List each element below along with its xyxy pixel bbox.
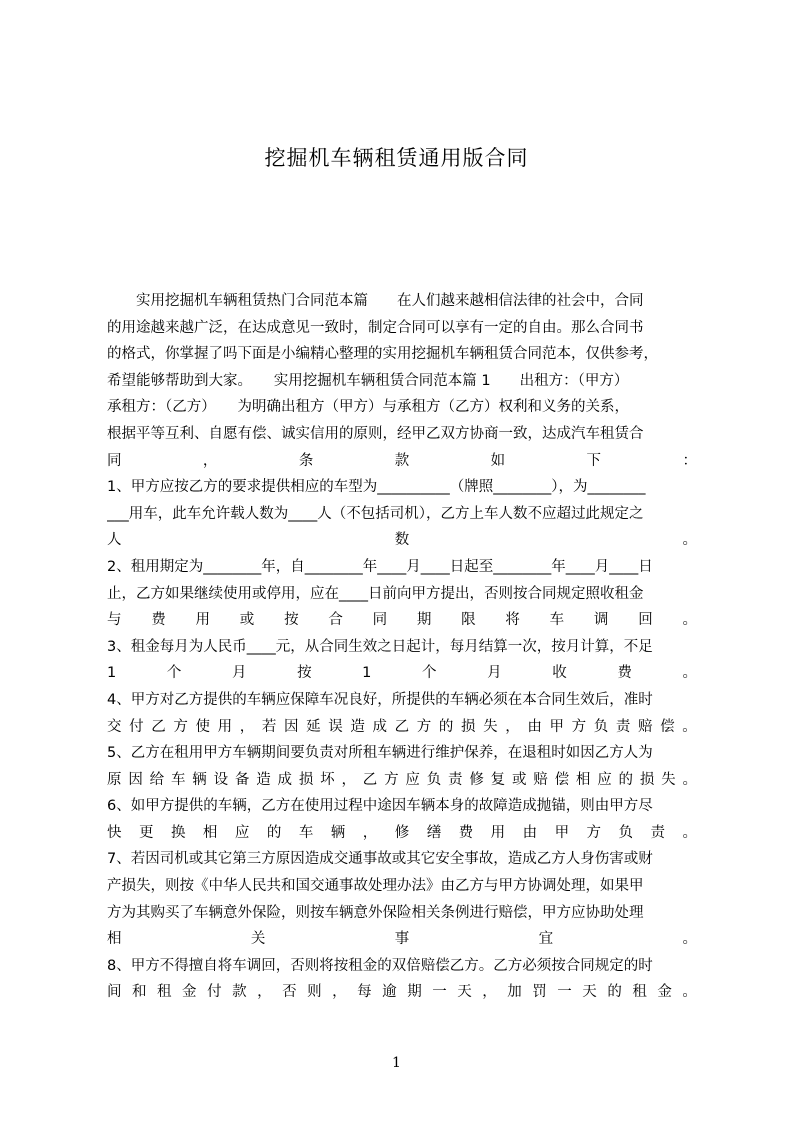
body-char: 和 xyxy=(132,984,147,1001)
body-char: 合 xyxy=(328,612,343,629)
body-char: 车 xyxy=(170,771,186,788)
body-char: 修 xyxy=(394,824,410,841)
body-char: 延 xyxy=(306,718,321,735)
body-char: 租 xyxy=(632,984,647,1001)
body-char: 失 xyxy=(483,718,498,735)
body-char: ： xyxy=(682,452,697,469)
body-char: 造 xyxy=(256,771,271,788)
body-char: 下 xyxy=(586,452,602,469)
body-char: 负 xyxy=(618,824,633,841)
body-char: 方 xyxy=(586,824,602,841)
body-char: 一 xyxy=(557,984,572,1001)
body-char: 事 xyxy=(394,931,410,948)
body-char: 否 xyxy=(282,984,297,1001)
body-char: 加 xyxy=(507,984,522,1001)
body-char: 负 xyxy=(426,771,442,788)
document-title: 挖掘机车辆租赁通用版合同 xyxy=(264,146,529,170)
body-char: 备 xyxy=(234,771,250,788)
body-char: 损 xyxy=(639,771,655,788)
body-char: 责 xyxy=(448,771,463,788)
body-char: 甲 xyxy=(554,824,570,841)
body-char: 。 xyxy=(682,771,697,788)
body-char: 。 xyxy=(682,824,697,841)
body-char: 或 xyxy=(511,771,527,788)
body-char: 乙 xyxy=(394,718,410,735)
body-char: 个 xyxy=(166,665,182,682)
body-char: 应 xyxy=(234,824,250,841)
body-char: 应 xyxy=(405,771,420,788)
body-line: 2、租用期定为________年，自________年____月____日起至________年____月____日 xyxy=(107,558,653,575)
body-char: 成 xyxy=(372,718,387,735)
body-char: 方 xyxy=(416,718,432,735)
body-char: 给 xyxy=(149,771,165,788)
body-char: 个 xyxy=(422,665,437,682)
body-char: 方 xyxy=(571,718,587,735)
body-char: 修 xyxy=(469,771,484,788)
body-char: ， xyxy=(202,452,218,469)
body-char: 成 xyxy=(277,771,292,788)
body-char: 乙 xyxy=(151,718,166,735)
body-char: ， xyxy=(257,984,272,1001)
body-char: 1 xyxy=(362,665,372,682)
body-char: 由 xyxy=(527,718,542,735)
body-char: 车 xyxy=(298,824,314,841)
body-char: 相 xyxy=(575,771,591,788)
body-char: 坏 xyxy=(320,771,335,788)
body-char: 同 xyxy=(107,452,122,469)
body-char: 方 xyxy=(384,771,399,788)
body-line xyxy=(107,820,697,847)
body-char: 费 xyxy=(151,612,166,629)
body-line: 产损失，则按《中华人民共和国交通事故处理办法》由乙方与甲方协调处理，如果甲 xyxy=(107,878,644,895)
body-char: 或 xyxy=(239,612,255,629)
document-body xyxy=(107,288,697,1006)
body-char: 的 xyxy=(618,771,633,788)
body-line: 8、甲方不得擅自将车调回，否则将按租金的双倍赔偿乙方。乙方必须按合同规定的时 xyxy=(107,957,653,974)
body-char: ， xyxy=(332,984,347,1001)
body-char: 期 xyxy=(407,984,422,1001)
body-line: 根据平等互利、自愿有偿、诚实信用的原则，经甲乙双方协商一致，达成汽车租赁合 xyxy=(107,425,644,442)
body-char: 人 xyxy=(107,532,122,549)
body-line xyxy=(107,767,697,794)
body-line xyxy=(107,607,697,634)
body-char: 缮 xyxy=(426,824,442,841)
body-char: 间 xyxy=(107,984,122,1001)
body-line: 承租方：（乙方） 为明确出租方（甲方）与承租方（乙方）权利和义务的关系， xyxy=(107,399,629,416)
body-char: 复 xyxy=(490,771,506,788)
body-line: 1、甲方应按乙方的要求提供相应的车型为__________（牌照________），为________ xyxy=(107,479,646,496)
body-char: 原 xyxy=(107,771,122,788)
body-char: 付 xyxy=(129,718,144,735)
body-char: 。 xyxy=(682,718,697,735)
body-char: 1 xyxy=(107,665,117,682)
body-char: 将 xyxy=(505,612,520,629)
body-char: 同 xyxy=(372,612,388,629)
body-char: 罚 xyxy=(532,984,547,1001)
body-char: 因 xyxy=(284,718,299,735)
body-line: 希望能够帮助到大家。 实用挖掘机车辆租赁合同范本篇 1 出租方：（甲方） xyxy=(107,372,629,389)
body-char: 期 xyxy=(416,612,432,629)
body-char: 损 xyxy=(461,718,476,735)
body-char: 付 xyxy=(207,984,222,1001)
body-char: 车 xyxy=(549,612,565,629)
body-char: 交 xyxy=(107,718,122,735)
body-char: 责 xyxy=(615,718,631,735)
body-char: 与 xyxy=(107,612,122,629)
body-char: 辆 xyxy=(192,771,207,788)
body-char: 负 xyxy=(593,718,609,735)
body-char: 宜 xyxy=(538,931,554,948)
body-line: 5、乙方在租用甲方车辆期间要负责对所租车辆进行维护保养，在退租时如因乙方人为 xyxy=(107,745,653,762)
body-char: 关 xyxy=(250,931,266,948)
body-char: 损 xyxy=(298,771,314,788)
body-char: 。 xyxy=(682,984,697,1001)
body-char: 相 xyxy=(107,931,122,948)
body-line: 的格式，你掌握了吗下面是小编精心整理的实用挖掘机车辆租赁合同范本，仅供参考， xyxy=(107,346,658,363)
body-line xyxy=(107,527,697,554)
body-char: 误 xyxy=(328,718,343,735)
body-char: 。 xyxy=(682,612,697,629)
body-char: 按 xyxy=(284,612,299,629)
body-char: 乙 xyxy=(362,771,378,788)
body-char: 甲 xyxy=(549,718,564,735)
body-char: 偿 xyxy=(660,718,675,735)
body-char: 责 xyxy=(650,824,665,841)
body-char: 方 xyxy=(173,718,188,735)
body-char: 换 xyxy=(170,824,186,841)
body-char: 费 xyxy=(617,665,632,682)
body-char: 偿 xyxy=(554,771,570,788)
body-line: 止，乙方如果继续使用或停用，应在____日前向甲方提出，否则按合同规定照收租金 xyxy=(107,585,644,602)
body-line: 6、如甲方提供的车辆，乙方在使用过程中途因车辆本身的故障造成抛锚，则由甲方尽 xyxy=(107,798,653,815)
body-char: 金 xyxy=(182,984,197,1001)
body-line: 的用途越来越广泛，在达成意见一致时，制定合同可以享有一定的自由。那么合同书 xyxy=(107,319,644,336)
body-char: 金 xyxy=(657,984,672,1001)
body-char: 月 xyxy=(231,665,247,682)
body-char: 造 xyxy=(350,718,365,735)
body-char: 天 xyxy=(582,984,597,1001)
body-char: 每 xyxy=(357,984,372,1001)
body-char: 条 xyxy=(298,452,314,469)
body-char: 赔 xyxy=(533,771,548,788)
body-char: 限 xyxy=(461,612,476,629)
body-char: 用 xyxy=(217,718,233,735)
body-char: 因 xyxy=(128,771,143,788)
body-char: 用 xyxy=(490,824,506,841)
body-char: 相 xyxy=(202,824,218,841)
body-line xyxy=(107,660,697,687)
body-char: 则 xyxy=(307,984,322,1001)
body-char: 逾 xyxy=(382,984,397,1001)
body-char: 如 xyxy=(490,452,506,469)
body-char: ， xyxy=(505,718,520,735)
body-char: 调 xyxy=(593,612,609,629)
body-char: 的 xyxy=(438,718,454,735)
body-char: 一 xyxy=(432,984,447,1001)
body-char: 应 xyxy=(597,771,612,788)
body-char: 数 xyxy=(394,532,410,549)
body-char: 费 xyxy=(458,824,474,841)
body-char: 款 xyxy=(232,984,247,1001)
body-line xyxy=(107,714,697,741)
body-char: 。 xyxy=(682,532,697,549)
body-line xyxy=(107,448,697,475)
body-line: ___用车，此车允许载人数为____人（不包括司机），乙方上车人数不应超过此规定之 xyxy=(107,505,644,522)
body-char: 用 xyxy=(195,612,211,629)
body-char: 设 xyxy=(213,771,229,788)
body-char: 。 xyxy=(682,665,697,682)
body-char: 回 xyxy=(638,612,653,629)
body-char: 的 xyxy=(607,984,622,1001)
body-line: 4、甲方对乙方提供的车辆应保障车况良好，所提供的车辆必须在本合同生效后，准时 xyxy=(107,691,653,708)
body-char: 的 xyxy=(266,824,282,841)
body-char: 租 xyxy=(157,984,172,1001)
body-char: ， xyxy=(362,824,378,841)
body-line: 7、若因司机或其它第三方原因造成交通事故或其它安全事故，造成乙方人身伤害或财 xyxy=(107,851,653,868)
body-char: ， xyxy=(239,718,255,735)
body-char: 辆 xyxy=(330,824,346,841)
body-line xyxy=(107,979,697,1006)
page-number: 1 xyxy=(392,1055,401,1071)
body-char: ， xyxy=(482,984,497,1001)
body-char: 款 xyxy=(394,452,410,469)
body-char: ， xyxy=(341,771,356,788)
body-char: 使 xyxy=(195,718,210,735)
body-char: 天 xyxy=(457,984,472,1001)
body-line xyxy=(107,926,697,953)
body-char: 收 xyxy=(552,665,567,682)
body-char: 月 xyxy=(487,665,502,682)
body-char: 。 xyxy=(682,931,697,948)
body-char: 由 xyxy=(522,824,538,841)
body-char: 若 xyxy=(261,718,277,735)
body-char: 更 xyxy=(138,824,154,841)
body-line: 方为其购买了车辆意外保险，则按车辆意外保险相关条例进行赔偿，甲方应协助处理 xyxy=(107,904,644,921)
body-char: 赔 xyxy=(638,718,653,735)
body-line: 实用挖掘机车辆租赁热门合同范本篇 在人们越来越相信法律的社会中，合同 xyxy=(107,293,644,309)
body-line: 3、租金每月为人民币____元，从合同生效之日起计，每月结算一次，按月计算，不足 xyxy=(107,638,653,655)
body-char: 按 xyxy=(297,665,312,682)
body-char: 失 xyxy=(661,771,676,788)
body-char: 快 xyxy=(107,824,122,841)
